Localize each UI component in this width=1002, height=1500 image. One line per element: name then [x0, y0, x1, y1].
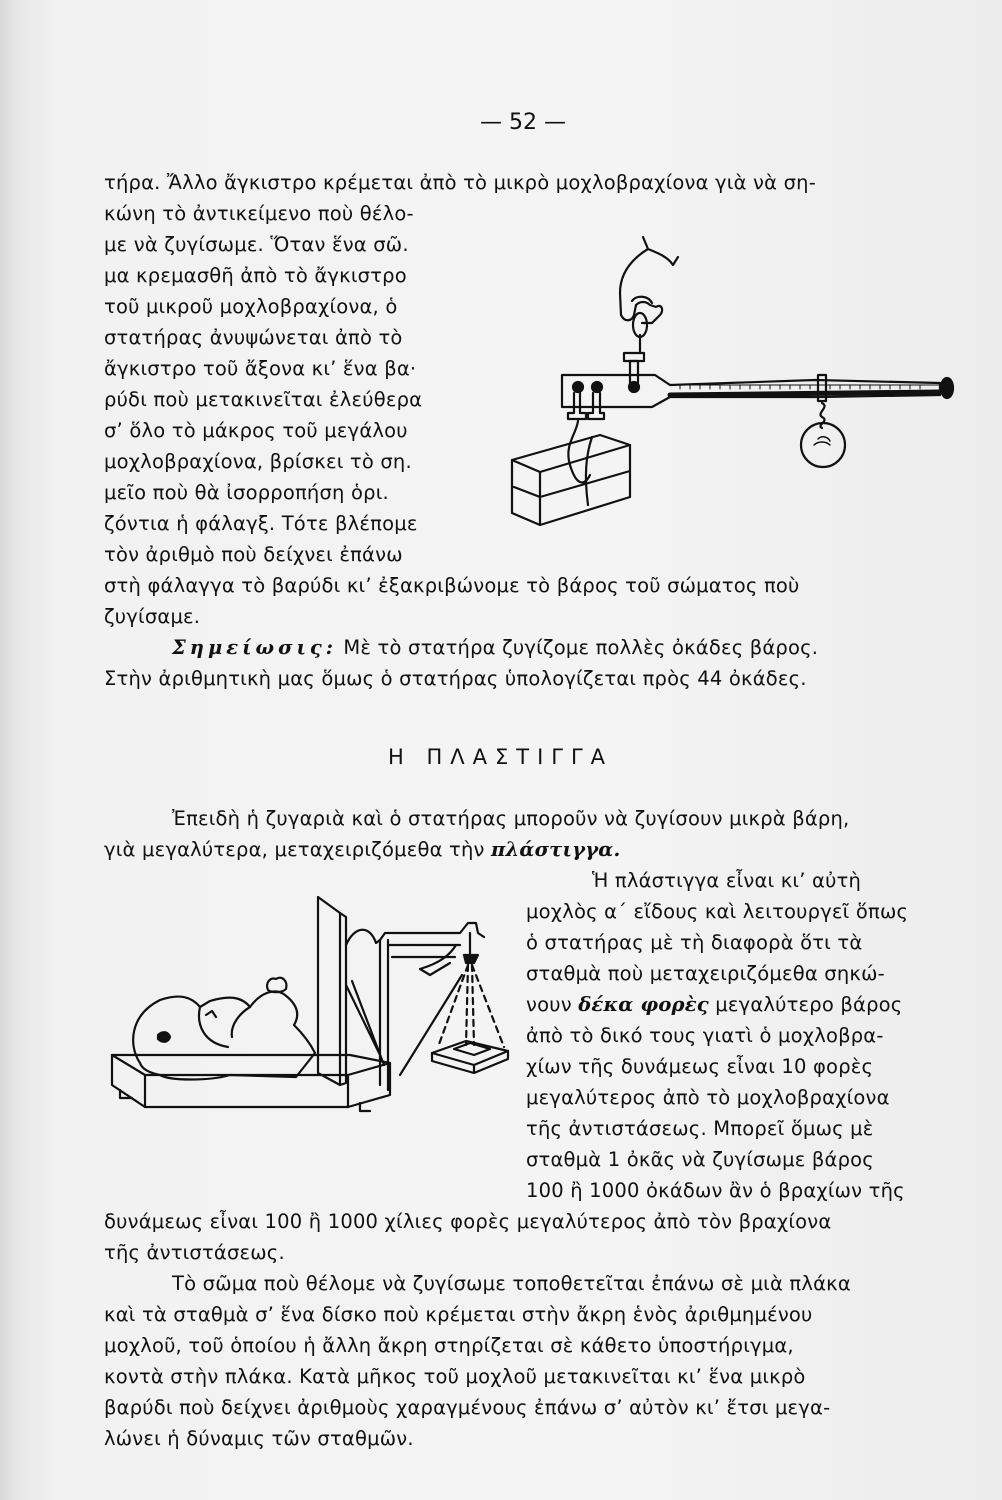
text-line: μοχλοβραχίονα, βρίσκει τὸ ση. [104, 450, 412, 473]
text-line: βαρύδι ποὺ δείχνει ἀριθμοὺς χαραγμένους ἐπάνω σ’ αὐτὸν κι’ ἔτσι μεγα- [104, 1396, 831, 1419]
text-line: μοχλὸς α΄ εἴδους καὶ λειτουργεῖ ὅπως [526, 900, 909, 923]
section-heading: Η ΠΛΑΣΤΙΓΓΑ [388, 745, 614, 769]
text-line: ὁ στατήρας μὲ τὴ διαφορὰ ὅτι τὰ [526, 931, 863, 954]
text-line: Ἐπειδὴ ἡ ζυγαριὰ καὶ ὁ στατήρας μποροῦν νὰ ζυγίσουν μικρὰ βάρη, [172, 807, 850, 830]
text-line: Ἡ πλάστιγγα εἶναι κι’ αὐτὴ [592, 869, 862, 892]
note-label: Σημείωσις: [172, 636, 337, 659]
text-line: μα κρεμασθῆ ἀπὸ τὸ ἄγκιστρο [104, 264, 407, 287]
note-text: Μὲ τὸ στατήρα ζυγίζομε πολλὲς ὀκάδες βάρος. [336, 636, 819, 659]
text-line: στατήρας ἀνυψώνεται ἀπὸ τὸ [104, 326, 403, 349]
text-line: μοχλοῦ, τοῦ ὁποίου ἡ ἄλλη ἄκρη στηρίζεται σὲ κάθετο ὑποστήριγμα, [104, 1334, 794, 1357]
steelyard-illustration [500, 235, 970, 555]
text-line [104, 837, 620, 863]
text-line: τοῦ μικροῦ μοχλοβραχίονα, ὁ [104, 295, 398, 318]
text-line: 100 ἢ 1000 ὀκάδων ἂν ὁ βραχίων τῆς [526, 1179, 905, 1202]
text-line: με νὰ ζυγίσωμε. Ὅταν ἕνα σῶ. [104, 233, 409, 256]
text-line: χίων τῆς δυνάμεως εἶναι 10 φορὲς [526, 1055, 874, 1078]
text-line: κώνη τὸ ἀντικείμενο ποὺ θέλο- [104, 202, 414, 225]
text-line: μεῖο ποὺ θὰ ἰσορροπήση ὁρι. [104, 481, 389, 504]
text-line: τὸν ἀριθμὸ ποὺ δείχνει ἐπάνω [104, 543, 403, 566]
text-line: τῆς ἀντιστάσεως. Μπορεῖ ὅμως μὲ [526, 1117, 874, 1140]
text-line: λώνει ἡ δύναμις τῶν σταθμῶν. [104, 1427, 414, 1450]
text-line: σ’ ὅλο τὸ μάκρος τοῦ μεγάλου [104, 419, 408, 442]
emphasis-text: δέκα φορὲς [578, 993, 709, 1016]
text-line: ρύδι ποὺ μετακινεῖται ἐλεύθερα [104, 388, 423, 411]
text-line: σταθμὰ 1 ὀκᾶς νὰ ζυγίσωμε βάρος [526, 1148, 874, 1171]
text-line: κοντὰ στὴν πλάκα. Κατὰ μῆκος τοῦ μοχλοῦ μετακινεῖται κι’ ἕνα μικρὸ [104, 1365, 806, 1388]
text-line: ἄγκιστρο τοῦ ἄξονα κι’ ἕνα βα· [104, 357, 417, 380]
text-line: μεγαλύτερος ἀπὸ τὸ μοχλοβραχίονα [526, 1086, 890, 1109]
text-line: στὴ φάλαγγα τὸ βαρύδι κι’ ἐξακριβώνομε τὸ βάρος τοῦ σώματος ποὺ [104, 574, 800, 597]
text-line: τήρα. Ἄλλο ἄγκιστρο κρέμεται ἀπὸ τὸ μικρὸ μοχλοβραχίονα γιὰ νὰ ση- [104, 171, 816, 194]
page-number: — 52 — [480, 110, 566, 135]
text-line: τῆς ἀντιστάσεως. [104, 1241, 285, 1264]
text-line: Τὸ σῶμα ποὺ θέλομε νὰ ζυγίσωμε τοποθετεῖται ἐπάνω σὲ μιὰ πλάκα [172, 1272, 851, 1295]
text-line: σταθμὰ ποὺ μεταχειριζόμεθα σηκώ- [526, 962, 885, 985]
note-line [172, 635, 818, 661]
text-line [526, 992, 902, 1018]
note-line: Στὴν ἀριθμητικὴ μας ὅμως ὁ στατήρας ὑπολογίζεται πρὸς 44 ὀκάδες. [104, 667, 807, 690]
platform-scale-illustration [100, 885, 525, 1120]
italic-term: πλάστιγγα. [491, 838, 621, 861]
text-line: ζόντια ἡ φάλαγξ. Τότε βλέπομε [104, 512, 418, 535]
text-line: δυνάμεως εἶναι 100 ἢ 1000 χίλιες φορὲς μεγαλύτερος ἀπὸ τὸν βραχίονα [104, 1210, 832, 1233]
text-span: μεγαλύτερο βάρος [708, 993, 903, 1016]
text-span: γιὰ μεγαλύτερα, μεταχειριζόμεθα τὴν [104, 838, 492, 861]
text-line: καὶ τὰ σταθμὰ σ’ ἕνα δίσκο ποὺ κρέμεται στὴν ἄκρη ἑνὸς ἀριθμημένου [104, 1303, 813, 1326]
text-line: ἀπὸ τὸ δικό τους γιατὶ ὁ μοχλοβρα- [526, 1024, 884, 1047]
text-span: νουν [526, 993, 579, 1016]
text-line: ζυγίσαμε. [104, 605, 201, 628]
